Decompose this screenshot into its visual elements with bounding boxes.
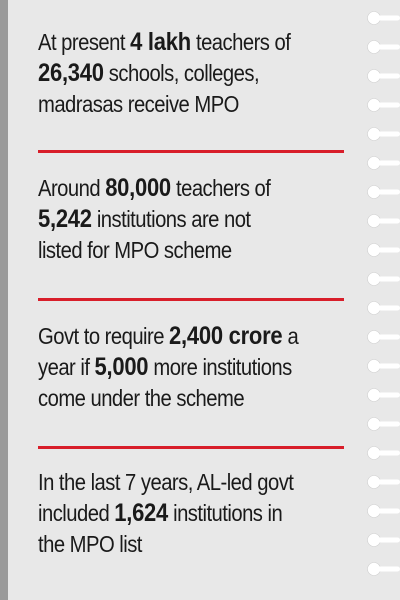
- divider-3: [38, 446, 344, 449]
- highlight-figure: 2,400 crore: [169, 322, 283, 350]
- spiral-ring-icon: [368, 534, 400, 547]
- spiral-ring-icon: [368, 360, 400, 373]
- fact-line: [38, 58, 348, 89]
- spiral-ring-icon: [368, 128, 400, 141]
- fact-line: [38, 89, 348, 120]
- left-edge-bar: [0, 0, 8, 600]
- fact-text: In the last 7 years, AL-led govt: [38, 469, 294, 495]
- fact-text: At present: [38, 29, 131, 55]
- fact-text: institutions are not: [91, 206, 251, 232]
- fact-line: [38, 321, 348, 352]
- spiral-ring-icon: [368, 244, 400, 257]
- spiral-ring-icon: [368, 273, 400, 286]
- fact-1: [38, 27, 348, 120]
- spiral-ring-icon: [368, 418, 400, 431]
- fact-line: [38, 173, 348, 204]
- highlight-figure: 5,242: [38, 205, 92, 233]
- highlight-figure: 26,340: [38, 59, 104, 87]
- spiral-ring-icon: [368, 12, 400, 25]
- highlight-figure: 5,000: [94, 353, 149, 381]
- fact-text: year if: [38, 354, 95, 380]
- fact-text: Around: [38, 175, 106, 201]
- fact-3: [38, 321, 348, 414]
- fact-text: teachers of: [170, 175, 271, 201]
- spiral-ring-icon: [368, 447, 400, 460]
- highlight-figure: 1,624: [114, 499, 169, 527]
- spiral-ring-icon: [368, 186, 400, 199]
- fact-line: [38, 27, 348, 58]
- fact-2: [38, 173, 348, 266]
- fact-text: schools, colleges,: [103, 60, 260, 86]
- fact-line: [38, 529, 348, 560]
- fact-text: listed for MPO scheme: [38, 237, 232, 263]
- spiral-ring-icon: [368, 99, 400, 112]
- fact-line: [38, 383, 348, 414]
- spiral-ring-icon: [368, 563, 400, 576]
- fact-text: institutions in: [168, 500, 283, 526]
- spiral-ring-icon: [368, 505, 400, 518]
- spiral-ring-icon: [368, 41, 400, 54]
- spiral-ring-icon: [368, 157, 400, 170]
- fact-text: Govt to require: [38, 323, 170, 349]
- spiral-ring-icon: [368, 476, 400, 489]
- fact-text: the MPO list: [38, 531, 142, 557]
- fact-line: [38, 204, 348, 235]
- fact-text: come under the scheme: [38, 385, 245, 411]
- divider-1: [38, 150, 344, 153]
- highlight-figure: 80,000: [105, 174, 171, 202]
- fact-text: more institutions: [148, 354, 292, 380]
- fact-line: [38, 235, 348, 266]
- fact-text: teachers of: [190, 29, 291, 55]
- spiral-ring-icon: [368, 331, 400, 344]
- spiral-ring-icon: [368, 302, 400, 315]
- spiral-ring-icon: [368, 389, 400, 402]
- fact-text: included: [38, 500, 115, 526]
- fact-4: [38, 467, 348, 560]
- fact-text: madrasas receive MPO: [38, 91, 239, 117]
- fact-line: [38, 352, 348, 383]
- fact-line: [38, 467, 348, 498]
- fact-line: [38, 498, 348, 529]
- spiral-ring-icon: [368, 70, 400, 83]
- highlight-figure: 4 lakh: [130, 28, 191, 56]
- divider-2: [38, 298, 344, 301]
- spiral-binding-icon: [360, 0, 400, 600]
- spiral-ring-icon: [368, 215, 400, 228]
- fact-text: a: [282, 323, 299, 349]
